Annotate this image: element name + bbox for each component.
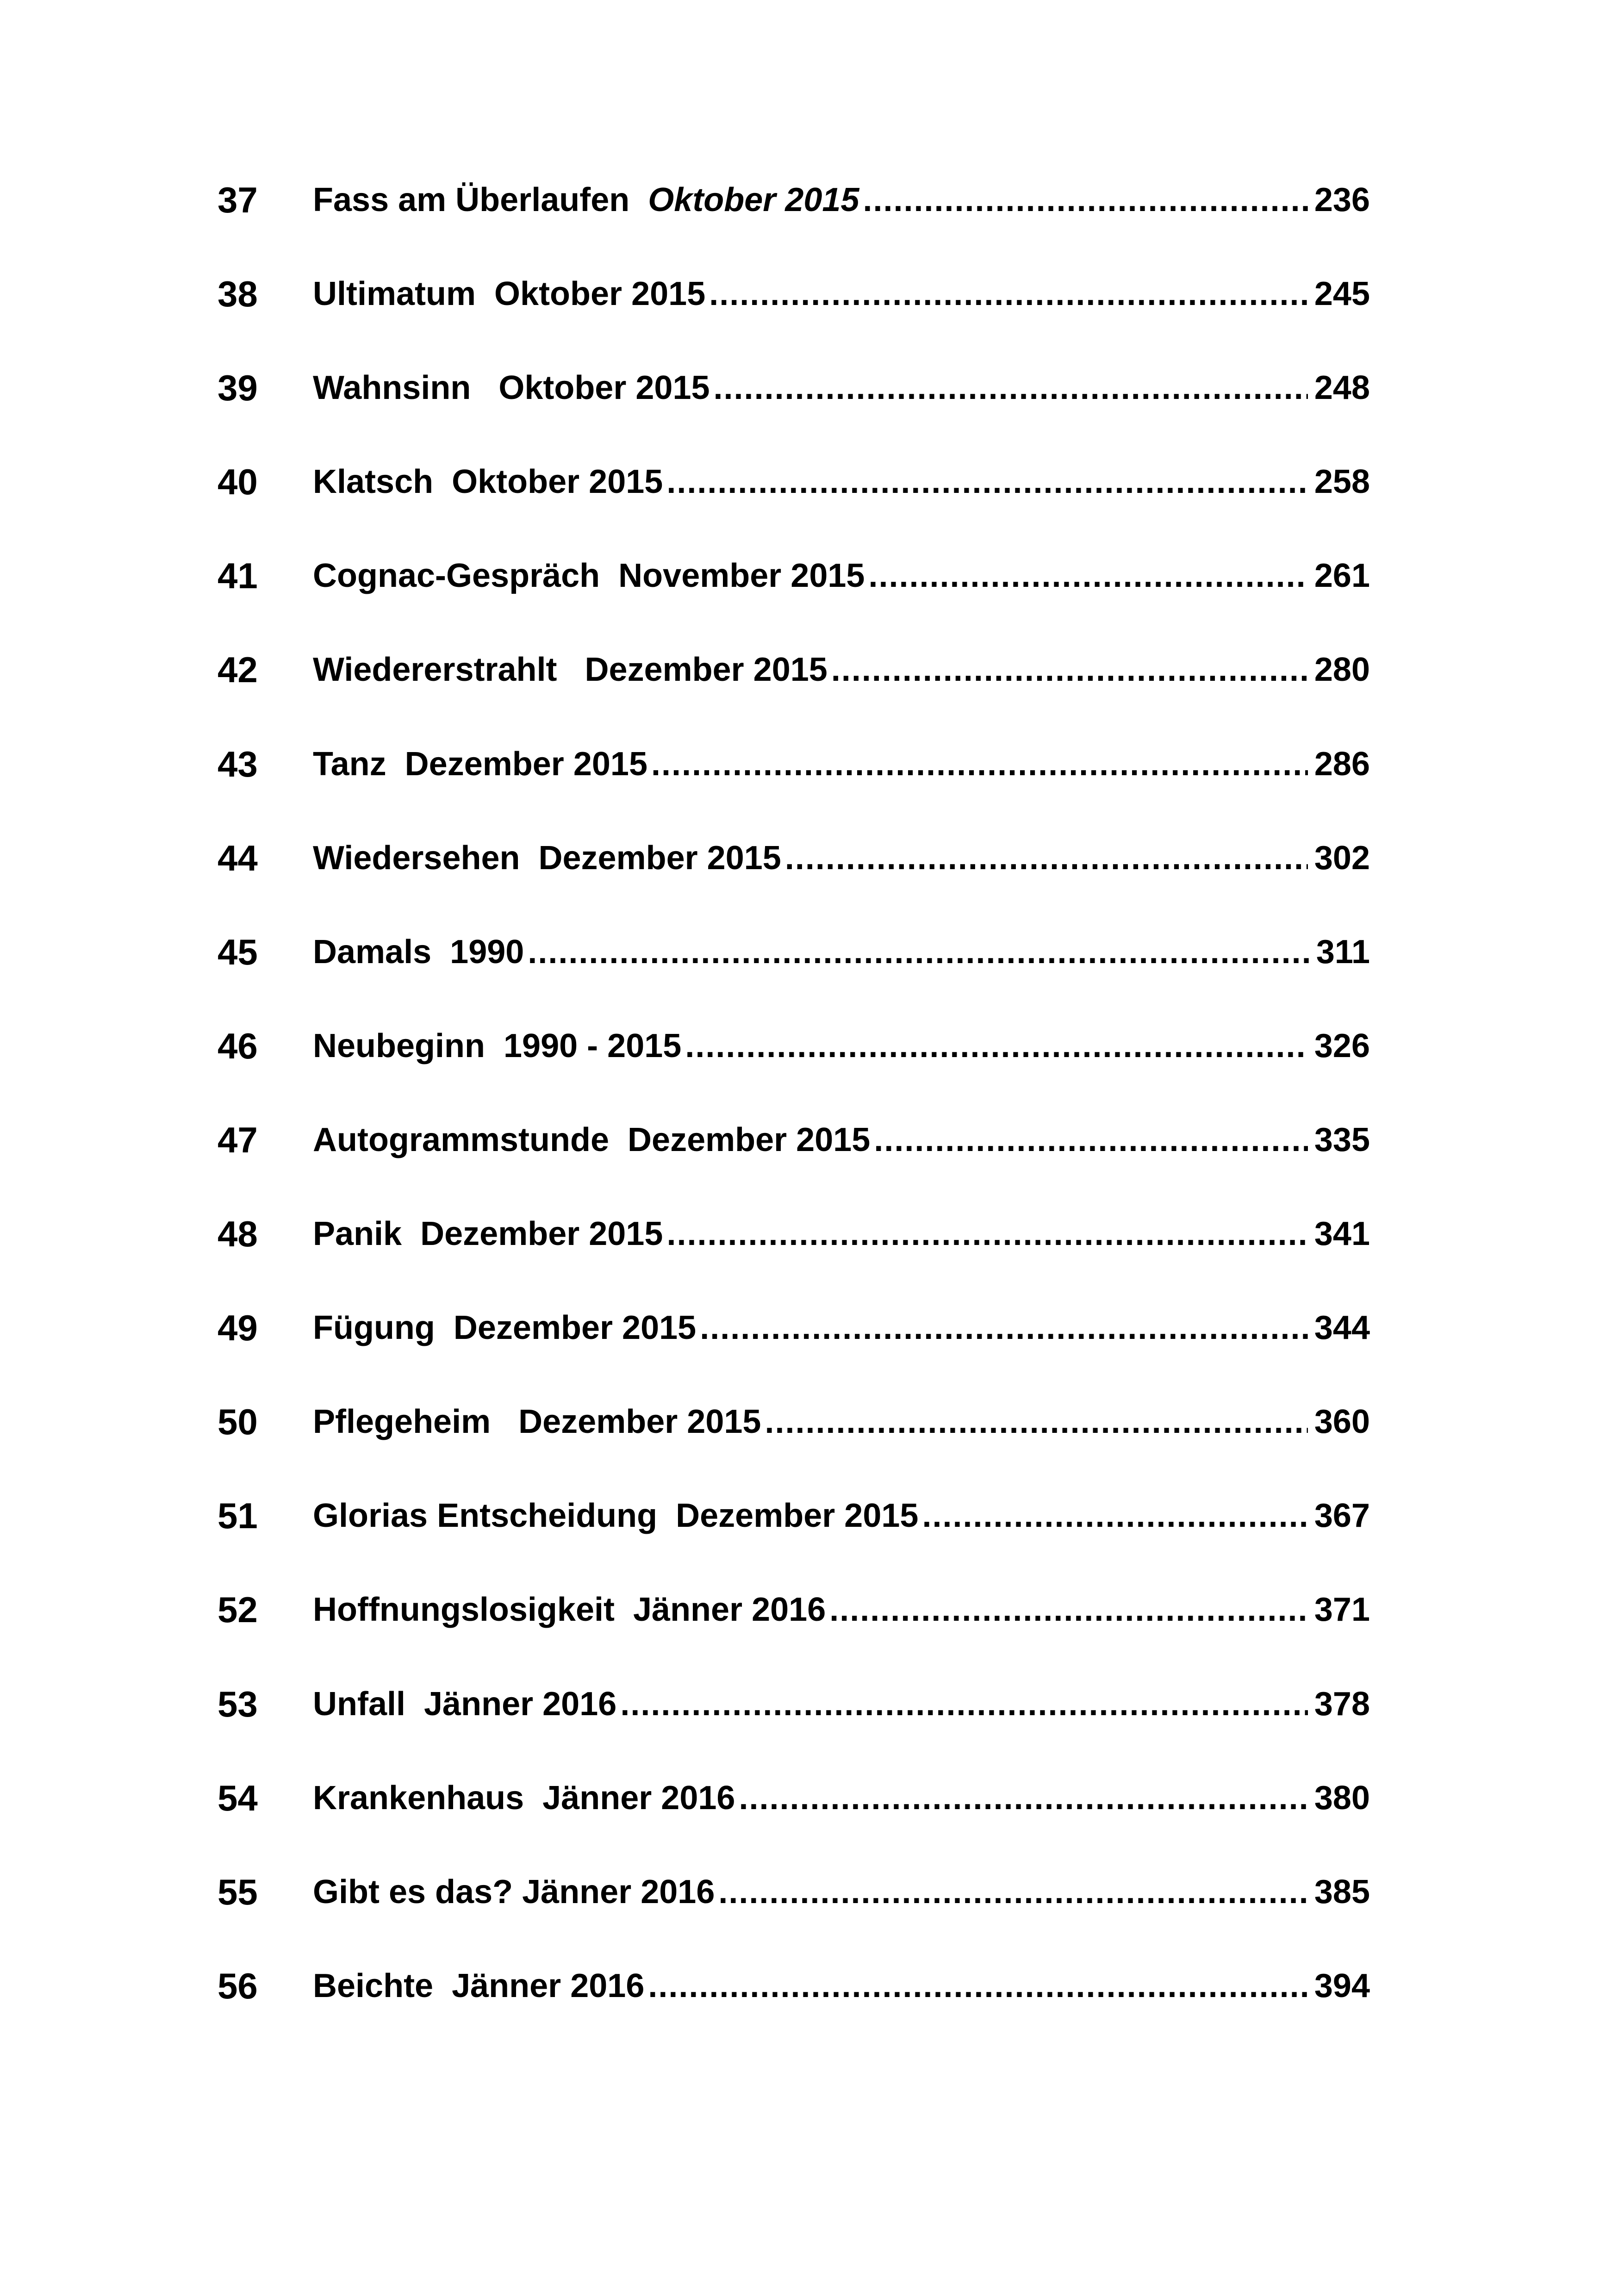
dot-leader	[765, 1399, 1307, 1445]
chapter-title: Tanz	[313, 745, 405, 783]
chapter-date: Oktober 2015	[498, 369, 710, 407]
chapter-number: 53	[218, 1683, 258, 1724]
toc-entry[interactable]	[218, 1775, 1370, 1869]
page-number: 335	[1314, 1121, 1370, 1158]
toc-entry[interactable]	[218, 271, 1370, 365]
dot-leader	[648, 1963, 1307, 2009]
toc-entry-body	[313, 1211, 1370, 1257]
chapter-title: Wahnsinn	[313, 369, 499, 407]
page-number: 261	[1314, 557, 1370, 595]
page-number: 380	[1314, 1779, 1370, 1817]
chapter-number: 54	[218, 1777, 258, 1818]
chapter-title: Cognac-Gespräch	[313, 557, 619, 595]
chapter-number: 37	[218, 180, 258, 220]
toc-entry-body	[313, 1305, 1370, 1351]
chapter-title: Krankenhaus	[313, 1779, 543, 1817]
chapter-number: 43	[218, 743, 258, 784]
chapter-title: Panik	[313, 1215, 421, 1253]
page-number: 326	[1314, 1027, 1370, 1064]
chapter-title: Damals	[313, 933, 450, 971]
toc-entry-body	[313, 1023, 1370, 1069]
page-number: 394	[1314, 1967, 1370, 2004]
chapter-number: 40	[218, 461, 258, 503]
toc-entry-body	[313, 365, 1370, 411]
toc-entry-body	[313, 835, 1370, 881]
toc-entry-body	[313, 741, 1370, 787]
toc-entry-body	[313, 1399, 1370, 1445]
chapter-number: 48	[218, 1213, 258, 1255]
chapter-date: Dezember 2015	[676, 1497, 919, 1535]
toc-entry-body	[313, 177, 1370, 223]
page-number: 248	[1314, 369, 1370, 407]
chapter-number: 56	[218, 1965, 258, 2006]
toc-entry-body	[313, 1775, 1370, 1821]
dot-leader	[651, 741, 1308, 787]
dot-leader	[831, 647, 1308, 693]
toc-entry-body	[313, 1681, 1370, 1727]
dot-leader	[709, 271, 1308, 317]
chapter-number: 52	[218, 1589, 258, 1630]
chapter-number: 47	[218, 1119, 258, 1160]
chapter-number: 39	[218, 367, 258, 409]
chapter-number: 45	[218, 931, 258, 972]
dot-leader	[874, 1117, 1308, 1163]
page-number: 311	[1316, 933, 1370, 971]
chapter-date: Dezember 2015	[628, 1121, 871, 1158]
chapter-date: 1990 - 2015	[504, 1027, 682, 1064]
toc-entry[interactable]	[218, 1681, 1370, 1775]
chapter-title: Glorias Entscheidung	[313, 1497, 676, 1535]
chapter-date: Jänner 2016	[424, 1685, 617, 1723]
dot-leader	[718, 1869, 1307, 1915]
chapter-date: Oktober 2015	[648, 181, 859, 218]
page-number: 302	[1314, 839, 1370, 877]
chapter-title: Gibt es das?	[313, 1873, 523, 1910]
chapter-number: 55	[218, 1871, 258, 1912]
toc-entry-body	[313, 647, 1370, 693]
chapter-title: Unfall	[313, 1685, 424, 1723]
page-number: 245	[1314, 275, 1370, 313]
chapter-number: 46	[218, 1025, 258, 1066]
chapter-title: Neubeginn	[313, 1027, 504, 1064]
toc-entry-body	[313, 553, 1370, 599]
chapter-number: 50	[218, 1401, 258, 1443]
chapter-number: 41	[218, 555, 258, 597]
chapter-title: Autogrammstunde	[313, 1121, 628, 1158]
toc-entry[interactable]	[218, 647, 1370, 740]
chapter-title: Fügung	[313, 1309, 454, 1347]
chapter-date: Dezember 2015	[453, 1309, 697, 1347]
page-number: 341	[1314, 1215, 1370, 1253]
toc-entry[interactable]	[218, 1305, 1370, 1399]
dot-leader	[666, 1211, 1307, 1257]
dot-leader	[829, 1587, 1308, 1633]
toc-entry[interactable]	[218, 177, 1370, 271]
dot-leader	[714, 365, 1308, 411]
chapter-date: Jänner 2016	[452, 1967, 645, 2004]
page-number: 385	[1314, 1873, 1370, 1910]
toc-entry-body	[313, 1963, 1370, 2009]
dot-leader	[739, 1775, 1307, 1821]
toc-entry[interactable]	[218, 365, 1370, 459]
chapter-number: 42	[218, 649, 258, 691]
dot-leader	[700, 1305, 1308, 1351]
chapter-title: Pflegeheim	[313, 1403, 519, 1441]
toc-entry-body	[313, 1587, 1370, 1633]
chapter-date: Jänner 2016	[633, 1591, 826, 1629]
chapter-number: 38	[218, 274, 258, 315]
chapter-title: Fass am Überlaufen	[313, 181, 648, 218]
page-number: 360	[1314, 1403, 1370, 1441]
page-number: 280	[1314, 651, 1370, 689]
page-number: 367	[1314, 1497, 1370, 1535]
toc-entry[interactable]	[218, 1117, 1370, 1211]
chapter-number: 51	[218, 1495, 258, 1537]
page-number: 371	[1314, 1591, 1370, 1629]
toc-entry[interactable]	[218, 553, 1370, 647]
toc-entry[interactable]	[218, 1587, 1370, 1680]
chapter-date: 1990	[450, 933, 524, 971]
chapter-date: Dezember 2015	[538, 839, 781, 877]
chapter-date: Dezember 2015	[420, 1215, 663, 1253]
chapter-number: 44	[218, 837, 258, 878]
dot-leader	[868, 553, 1307, 599]
toc-entry[interactable]	[218, 1023, 1370, 1117]
toc-entry[interactable]	[218, 741, 1370, 835]
chapter-date: Oktober 2015	[452, 463, 663, 501]
toc-entry-body	[313, 1493, 1370, 1539]
toc-entry[interactable]	[218, 1493, 1370, 1587]
chapter-date: November 2015	[618, 557, 865, 595]
chapter-date: Oktober 2015	[494, 275, 706, 313]
chapter-title: Ultimatum	[313, 275, 495, 313]
page-number: 286	[1314, 745, 1370, 783]
toc-entry[interactable]	[218, 1869, 1370, 1963]
toc-entry-body	[313, 459, 1370, 505]
toc-entry[interactable]	[218, 929, 1370, 1023]
toc-entry-body	[313, 1869, 1370, 1915]
table-of-contents	[218, 177, 1370, 2057]
chapter-date: Dezember 2015	[585, 651, 828, 689]
toc-entry[interactable]	[218, 1399, 1370, 1493]
toc-entry[interactable]	[218, 835, 1370, 929]
toc-entry-body	[313, 929, 1370, 975]
dot-leader	[785, 835, 1308, 881]
chapter-date: Dezember 2015	[518, 1403, 761, 1441]
toc-entry[interactable]	[218, 1211, 1370, 1305]
toc-entry-body	[313, 271, 1370, 317]
chapter-date: Dezember 2015	[404, 745, 647, 783]
chapter-date: Jänner 2016	[522, 1873, 715, 1910]
chapter-date: Jänner 2016	[542, 1779, 735, 1817]
toc-entry-body	[313, 1117, 1370, 1163]
page-number: 236	[1314, 181, 1370, 218]
dot-leader	[620, 1681, 1308, 1727]
chapter-title: Wiedersehen	[313, 839, 539, 877]
toc-entry[interactable]	[218, 459, 1370, 553]
chapter-number: 49	[218, 1307, 258, 1349]
chapter-title: Hoffnungslosigkeit	[313, 1591, 633, 1629]
page-number: 258	[1314, 463, 1370, 501]
page-number: 378	[1314, 1685, 1370, 1723]
dot-leader	[528, 929, 1310, 975]
chapter-title: Beichte	[313, 1967, 452, 2004]
dot-leader	[922, 1493, 1307, 1539]
chapter-title: Wiedererstrahlt	[313, 651, 585, 689]
dot-leader	[863, 177, 1308, 223]
page-number: 344	[1314, 1309, 1370, 1347]
dot-leader	[685, 1023, 1308, 1069]
dot-leader	[666, 459, 1308, 505]
chapter-title: Klatsch	[313, 463, 452, 501]
toc-entry[interactable]	[218, 1963, 1370, 2057]
